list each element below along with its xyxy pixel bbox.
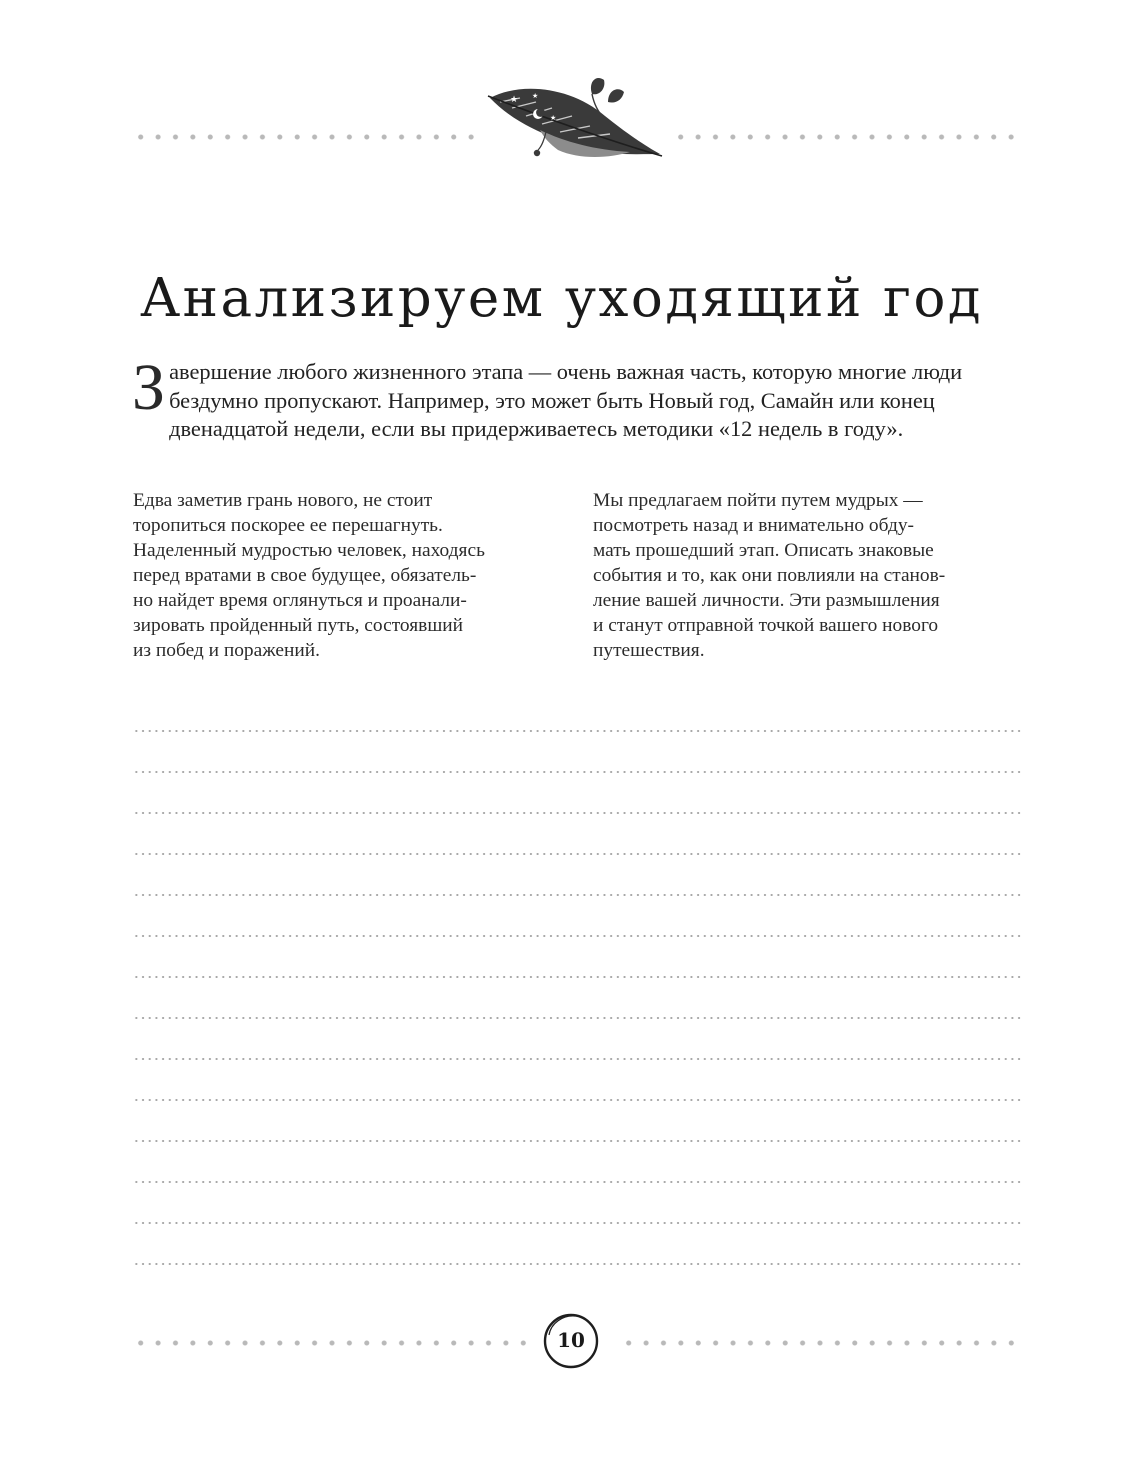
text-line: и станут отправной точкой вашего нового (593, 615, 939, 636)
top-dotted-rule-right (672, 134, 1022, 140)
page-number: 10 (557, 1328, 585, 1352)
writing-line[interactable] (133, 1007, 1023, 1048)
text-line: Едва заметив грань нового, не стоит (133, 490, 433, 511)
text-line: Мы предлагаем пойти путем мудрых — (593, 490, 923, 511)
writing-line[interactable] (133, 1048, 1023, 1089)
writing-line[interactable] (133, 1171, 1023, 1212)
text-line: торопиться поскорее ее перешагнуть. (133, 515, 443, 536)
text-line: Наделенный мудростью человек, находясь (133, 540, 485, 561)
writing-line[interactable] (133, 925, 1023, 966)
page-title: Анализируем уходящий год (140, 268, 983, 329)
feather-icon (480, 76, 670, 176)
top-dotted-rule-left (132, 134, 482, 140)
intro-paragraph (132, 351, 1013, 444)
svg-text:★: ★ (532, 92, 539, 100)
text-line: мать прошедший этап. Описать знаковые (593, 540, 934, 561)
text-line: из побед и поражений. (133, 640, 320, 661)
text-line: но найдет время оглянуться и проанали- (133, 590, 467, 611)
svg-text:★: ★ (550, 114, 557, 122)
left-column-text (133, 488, 563, 663)
writing-lines-area[interactable] (133, 720, 1023, 1294)
svg-text:★: ★ (510, 95, 519, 105)
writing-line[interactable] (133, 843, 1023, 884)
writing-line[interactable] (133, 884, 1023, 925)
writing-line[interactable] (133, 1212, 1023, 1253)
text-line: путешествия. (593, 640, 705, 661)
writing-line[interactable] (133, 802, 1023, 843)
text-line: зировать пройденный путь, состоявший (133, 615, 464, 636)
writing-line[interactable] (133, 761, 1023, 802)
text-line: посмотреть назад и внимательно обду- (593, 515, 915, 536)
text-line: перед вратами в свое будущее, обязатель- (133, 565, 477, 586)
text-line: события и то, как они повлияли на станов- (593, 565, 946, 586)
text-line: ление вашей личности. Эти размышления (593, 590, 940, 611)
writing-line[interactable] (133, 1253, 1023, 1294)
drop-cap: З (132, 351, 166, 424)
intro-text: авершение любого жизненного этапа — очень важная часть, которую многие люди бездумно пропускают. Например, это может быть Новый год, Самайн или конец двенадцатой недели, если вы придерживаетесь методики «12 недель в году». (169, 359, 963, 441)
writing-line[interactable] (133, 1089, 1023, 1130)
writing-line[interactable] (133, 966, 1023, 1007)
writing-line[interactable] (133, 1130, 1023, 1171)
writing-line[interactable] (133, 720, 1023, 761)
right-column-text (593, 488, 1023, 663)
bottom-dotted-rule-left (132, 1340, 532, 1346)
bottom-dotted-rule-right (620, 1340, 1022, 1346)
